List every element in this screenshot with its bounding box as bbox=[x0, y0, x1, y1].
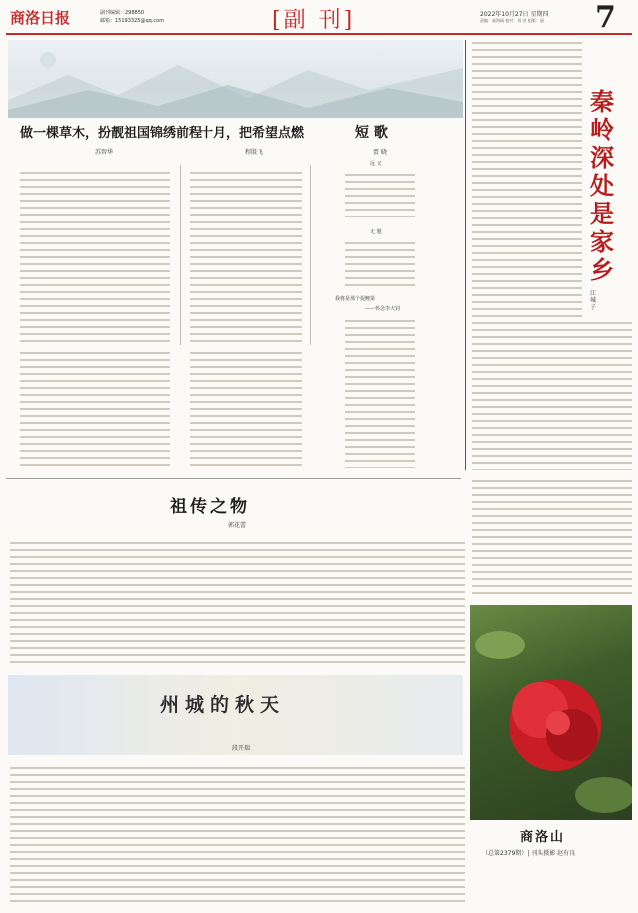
poem-body-5 bbox=[345, 318, 415, 468]
poem-body-2 bbox=[190, 170, 302, 345]
newspaper-logo: 商洛日报 bbox=[10, 9, 71, 27]
right-article-author: 江城子 bbox=[590, 290, 597, 311]
feature-body-1 bbox=[10, 540, 465, 668]
contact-line-1: 副刊编辑：298850 bbox=[100, 10, 145, 16]
column-divider bbox=[310, 165, 311, 345]
poem-title-2: 十月，把希望点燃 bbox=[200, 126, 305, 141]
poem-title-3: 短 歌 bbox=[355, 125, 388, 141]
section-rule bbox=[6, 478, 461, 479]
feature-body-2 bbox=[10, 765, 465, 905]
feature-author-1: 郭花蕾 bbox=[228, 522, 247, 529]
poem-subtitle-3-author: ——怀念李大钊 bbox=[365, 306, 401, 312]
poem-author-3: 贾 晓 bbox=[373, 149, 387, 156]
photo-caption: （总第2379期）| 刊头摄影 赵有良 bbox=[482, 850, 576, 857]
editor-line: 责编：高海丽 校对：刘 芳 组版：丽 bbox=[480, 18, 544, 23]
contact-line-2: 邮箱：15193325@qq.com bbox=[100, 18, 165, 24]
flower-photo bbox=[470, 605, 632, 820]
feature-title-1: 祖传之物 bbox=[170, 497, 250, 517]
section-name: [副 刊] bbox=[272, 8, 356, 33]
right-column-rule bbox=[465, 40, 466, 470]
poem-body-4 bbox=[345, 240, 415, 290]
poem-subtitle-3: 我将是那个捉鲤第 bbox=[335, 296, 376, 302]
red-flower-image bbox=[470, 605, 632, 820]
poem-author-2: 程殷飞 bbox=[245, 149, 264, 156]
feature-title-2: 州城的秋天 bbox=[160, 694, 286, 716]
feature-author-2: 段开瑞 bbox=[232, 745, 251, 752]
poem-subtitle-2: 无 题 bbox=[370, 229, 382, 235]
column-divider bbox=[180, 165, 181, 345]
mountain-illustration bbox=[8, 40, 463, 118]
masthead-rule bbox=[6, 33, 632, 35]
photo-caption-title: 商洛山 bbox=[520, 830, 566, 845]
poem-author-1: 苏智华 bbox=[95, 149, 114, 156]
poem-body-2-cont bbox=[190, 350, 302, 470]
page-number: 7 bbox=[595, 0, 616, 35]
right-article-title: 秦岭深处是家乡 bbox=[590, 87, 614, 284]
poem-banner bbox=[8, 40, 463, 118]
poem-title-1: 做一棵草木，扮靓祖国锦绣前程 bbox=[20, 126, 203, 141]
issue-date: 2022年10月27日 星期四 bbox=[480, 11, 549, 18]
poem-body-3 bbox=[345, 172, 415, 217]
poem-body-1 bbox=[20, 170, 170, 345]
poem-subtitle-1: 远 又 bbox=[370, 161, 382, 167]
poem-body-1-cont bbox=[20, 350, 170, 470]
right-article-body-3 bbox=[472, 478, 632, 598]
right-article-body-2 bbox=[472, 320, 632, 470]
